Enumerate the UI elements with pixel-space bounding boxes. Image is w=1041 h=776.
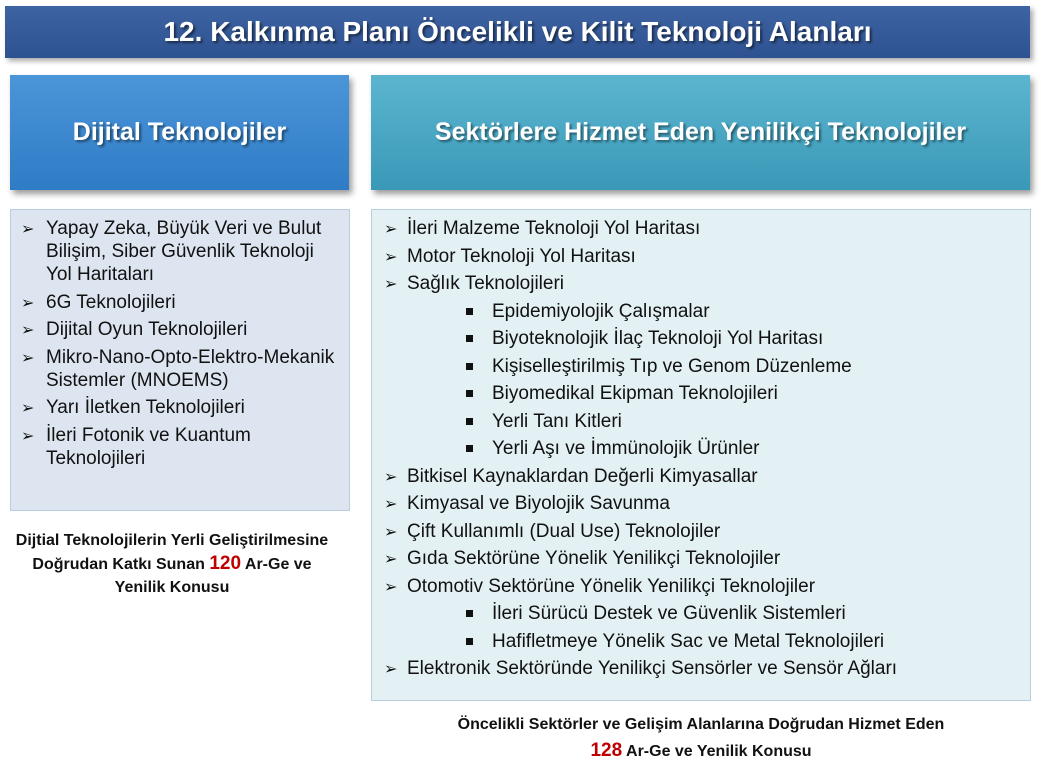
arrow-bullet-icon: ➢ [384,549,398,568]
square-bullet-icon [466,308,473,315]
sub-list-item: Biyoteknolojik İlaç Teknoloji Yol Haritası [384,327,1022,350]
digital-tech-list-panel [10,209,350,511]
page-title-bar [5,6,1030,58]
list-item: ➢ İleri Malzeme Teknoloji Yol Haritası [384,218,701,239]
arrow-bullet-icon: ➢ [21,320,35,339]
sector-tech-list [384,217,1022,680]
sector-tech-caption: Öncelikli Sektörler ve Gelişim Alanlarına Doğrudan Hizmet Eden 128 Ar-Ge ve Yenilik Konusu [457,716,945,761]
sector-tech-heading: Sektörlere Hizmet Eden Yenilikçi Teknolojiler [434,118,967,146]
arrow-bullet-icon: ➢ [384,521,398,541]
list-item: ➢ Mikro-Nano-Opto-Elektro-Mekanik Sistemler (MNOEMS) [21,346,335,391]
digital-tech-header [10,75,349,190]
sub-list-item: Epidemiyolojik Çalışmalar [384,300,1022,323]
sub-list-item: Biyomedikal Ekipman Teknolojileri [384,382,1022,405]
square-bullet-icon [466,445,473,452]
digital-tech-list [21,217,341,470]
arrow-bullet-icon: ➢ [21,292,35,312]
digital-tech-caption: Dijtial Teknolojilerin Yerli Geliştirilmesine Doğrudan Katkı Sunan 120 Ar-Ge ve Yenilik Konusu [15,532,329,596]
square-bullet-icon [466,390,473,397]
arrow-bullet-icon: ➢ [21,425,35,445]
square-bullet-icon [466,335,473,342]
sub-list-item: Kişiselleştirilmiş Tıp ve Genom Düzenleme [384,355,1022,378]
list-item: ➢ Dijital Oyun Teknolojileri [21,319,248,340]
arrow-bullet-icon: ➢ [384,466,398,486]
arrow-bullet-icon: ➢ [384,219,398,238]
arrow-bullet-icon: ➢ [384,494,398,513]
list-item: ➢ Çift Kullanımlı (Dual Use) Teknolojiler [384,520,721,542]
arrow-bullet-icon: ➢ [384,246,398,266]
list-item: ➢ 6G Teknolojileri [21,291,176,313]
list-item: ➢ Yarı İletken Teknolojileri [21,397,245,418]
list-item: ➢ Kimyasal ve Biyolojik Savunma [384,493,670,514]
sector-tech-list-panel [371,209,1031,701]
sub-list-item: Hafifletmeye Yönelik Sac ve Metal Teknolojileri [384,630,1022,653]
list-item: ➢ Yapay Zeka, Büyük Veri ve Bulut Bilişim, Siber Güvenlik Teknoloji Yol Haritaları [21,218,322,285]
digital-tech-heading: Dijital Teknolojiler [72,118,287,146]
list-item: ➢ İleri Fotonik ve Kuantum Teknolojileri [21,424,251,469]
list-item: ➢ Sağlık Teknolojileri [384,273,565,294]
square-bullet-icon [466,610,473,617]
list-item: ➢ Motor Teknoloji Yol Haritası [384,245,636,267]
arrow-bullet-icon: ➢ [21,219,35,238]
arrow-bullet-icon: ➢ [21,347,35,367]
list-item: ➢ Elektronik Sektöründe Yenilikçi Sensörler ve Sensör Ağları [384,658,898,679]
sector-tech-header [371,75,1030,190]
page-title: 12. Kalkınma Planı Öncelikli ve Kilit Teknoloji Alanları [163,16,872,47]
square-bullet-icon [466,638,473,645]
square-bullet-icon [466,418,473,425]
arrow-bullet-icon: ➢ [21,398,35,417]
sector-topic-count: 128 [590,740,623,761]
arrow-bullet-icon: ➢ [384,576,398,596]
list-item: ➢ Bitkisel Kaynaklardan Değerli Kimyasallar [384,465,758,487]
sub-list-item: İleri Sürücü Destek ve Güvenlik Sistemleri [384,602,1022,625]
arrow-bullet-icon: ➢ [384,659,398,678]
list-item: ➢ Otomotiv Sektörüne Yönelik Yenilikçi Teknolojiler [384,575,816,597]
list-item: ➢ Gıda Sektörüne Yönelik Yenilikçi Teknolojiler [384,548,781,569]
sub-list-item: Yerli Tanı Kitleri [384,410,1022,433]
sub-list-item: Yerli Aşı ve İmmünolojik Ürünler [384,437,1022,460]
digital-topic-count: 120 [209,553,242,574]
square-bullet-icon [466,363,473,370]
arrow-bullet-icon: ➢ [384,274,398,293]
